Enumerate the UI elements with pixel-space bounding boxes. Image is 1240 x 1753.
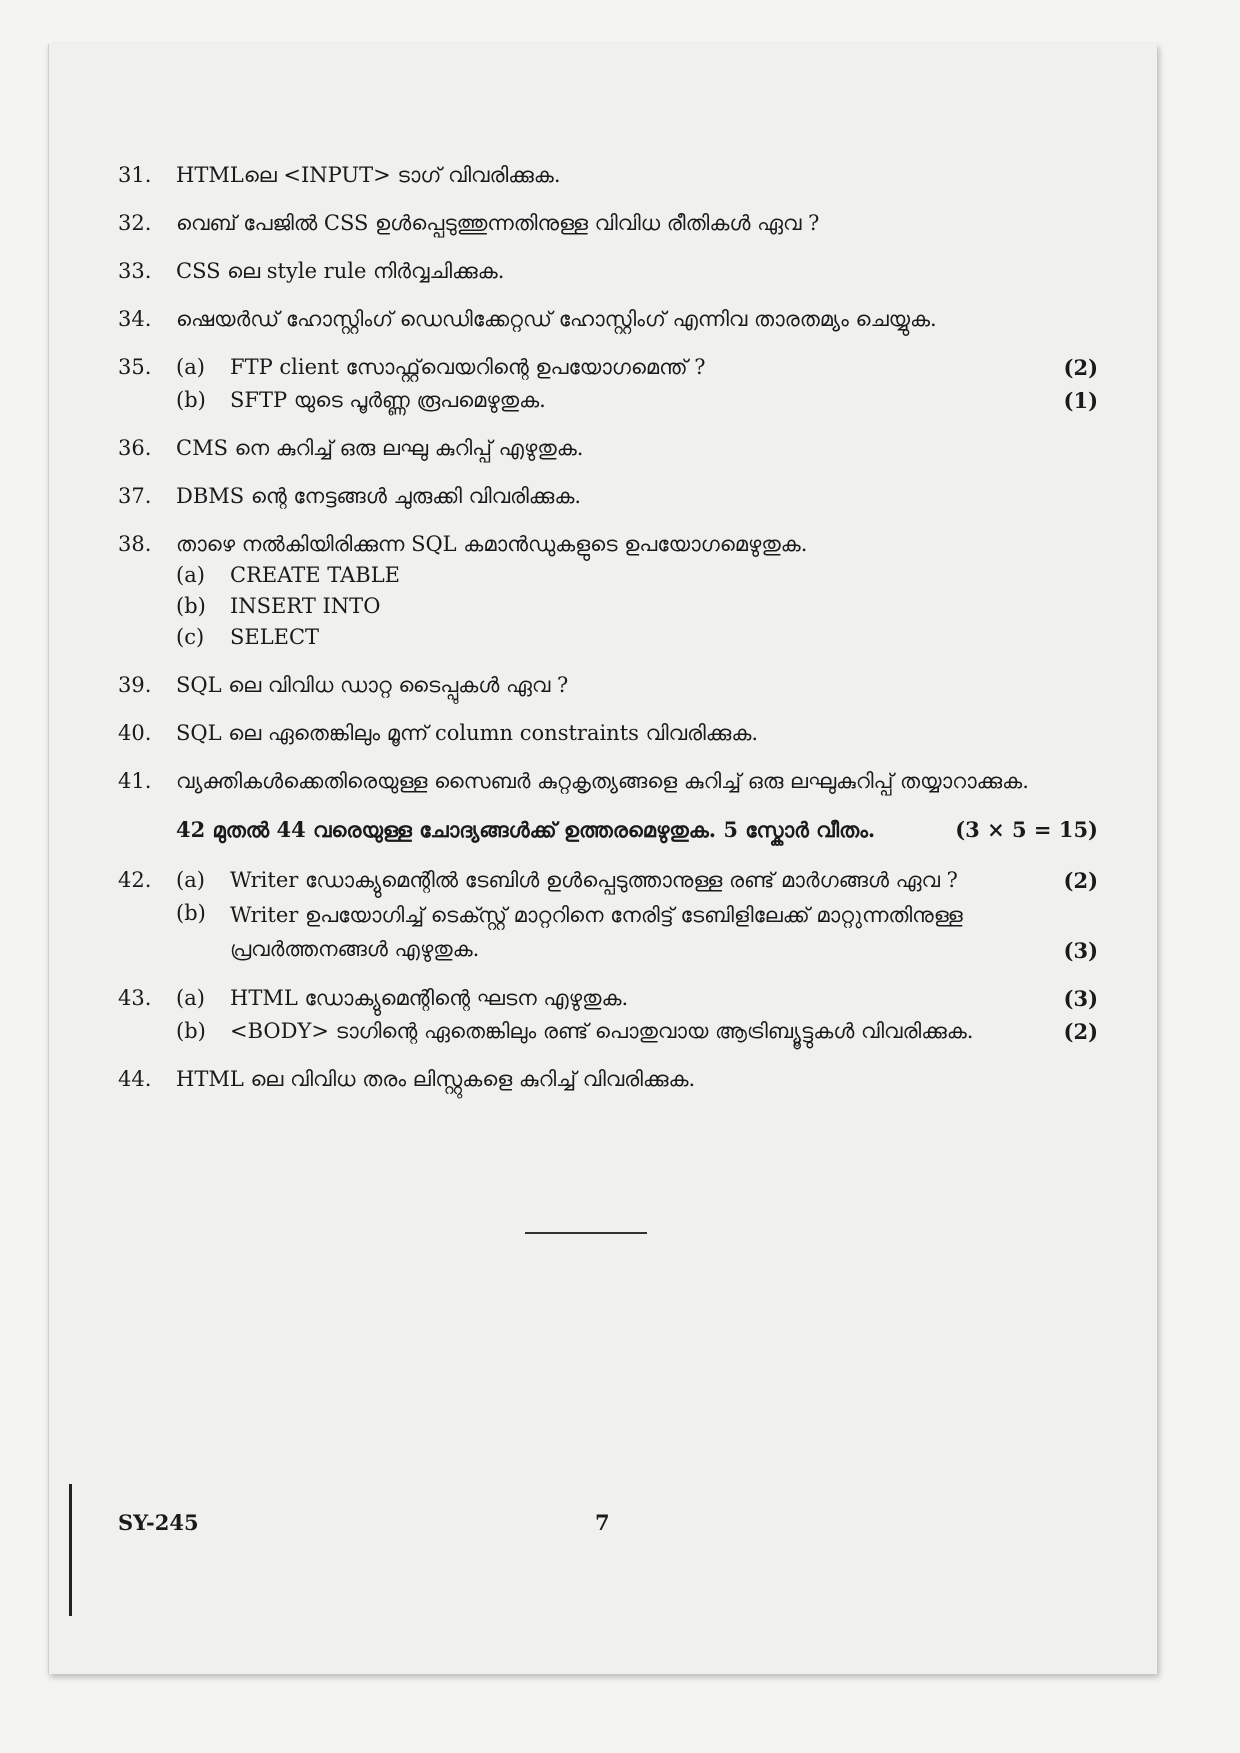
question-44 bbox=[118, 1064, 1098, 1095]
question-list bbox=[118, 160, 1098, 1112]
question-35 bbox=[118, 352, 1098, 416]
sub-question-b bbox=[118, 385, 1098, 416]
question-38 bbox=[118, 529, 1098, 653]
question-text: SQL ലെ വിവിധ ഡാറ്റ ടൈപ്പുകൾ ഏവ ? bbox=[176, 673, 569, 697]
question-number: 34. bbox=[118, 307, 152, 331]
question-34 bbox=[118, 304, 1098, 335]
score-mark: (2) bbox=[1063, 355, 1098, 380]
question-text: വ്യക്തികൾക്കെതിരെയുള്ള സൈബർ കുറ്റകൃത്യങ്ങളെ കുറിച്ച് ഒരു ലഘുകുറിപ്പ് തയ്യാറാക്കുക. bbox=[176, 769, 1029, 793]
sub-text: FTP client സോഫ്റ്റ്‌വെയറിന്റെ ഉപയോഗമെന്ത് ? bbox=[230, 355, 706, 379]
question-text: താഴെ നൽകിയിരിക്കുന്ന SQL കമാൻഡുകളുടെ ഉപയോഗമെഴുതുക. bbox=[176, 532, 808, 556]
sub-label: (c) bbox=[176, 625, 205, 649]
sub-text: INSERT INTO bbox=[230, 594, 381, 618]
score-mark: (3) bbox=[1063, 986, 1098, 1011]
question-text: SQL ലെ ഏതെങ്കിലും മൂന്ന് column constraints വിവരിക്കുക. bbox=[176, 721, 759, 745]
score-mark: (2) bbox=[1063, 868, 1098, 893]
question-31 bbox=[118, 160, 1098, 191]
question-number: 38. bbox=[118, 532, 152, 556]
sub-label: (a) bbox=[176, 986, 205, 1010]
sub-label: (b) bbox=[176, 1019, 206, 1043]
question-number: 40. bbox=[118, 721, 152, 745]
question-number: 44. bbox=[118, 1067, 152, 1091]
score-mark: (3) bbox=[1063, 938, 1098, 963]
question-number: 35. bbox=[118, 355, 152, 379]
sub-text: Writer ഡോക്യുമെന്റിൽ ടേബിൾ ഉൾപ്പെടുത്താനുള്ള രണ്ട് മാർഗങ്ങൾ ഏവ ? bbox=[230, 868, 958, 892]
question-text: HTMLലെ <INPUT> ടാഗ് വിവരിക്കുക. bbox=[176, 163, 561, 187]
sub-text: SELECT bbox=[230, 625, 320, 649]
paper-code: SY-245 bbox=[118, 1510, 199, 1535]
question-number: 39. bbox=[118, 673, 152, 697]
question-33 bbox=[118, 256, 1098, 287]
question-text: CMS നെ കുറിച്ച് ഒരു ലഘു കുറിപ്പ് എഴുതുക. bbox=[176, 436, 584, 460]
sub-text: SFTP യുടെ പൂർണ്ണ രൂപമെഴുതുക. bbox=[230, 388, 546, 412]
sub-label: (b) bbox=[176, 901, 206, 925]
question-37 bbox=[118, 481, 1098, 512]
sub-question-a bbox=[118, 865, 1098, 896]
sub-text: <BODY> ടാഗിന്റെ ഏതെങ്കിലും രണ്ട് പൊതുവായ ആട്രിബ്യൂട്ടുകൾ വിവരിക്കുക. bbox=[230, 1019, 974, 1043]
sub-label: (a) bbox=[176, 355, 205, 379]
sub-question-a bbox=[118, 352, 1098, 383]
question-number: 42. bbox=[118, 868, 152, 892]
question-number: 31. bbox=[118, 163, 152, 187]
question-40 bbox=[118, 718, 1098, 749]
sub-label: (b) bbox=[176, 388, 206, 412]
sub-question-a bbox=[118, 983, 1098, 1014]
sub-text: Writer ഉപയോഗിച്ച് ടെക്സ്റ്റ് മാറ്ററിനെ നേരിട്ട് ടേബിളിലേക്ക് മാറ്റുന്നതിനുള്ള പ്രവർത്തനങ്ങൾ എഴുതുക. bbox=[230, 903, 963, 961]
question-text: HTML ലെ വിവിധ തരം ലിസ്റ്റുകളെ കുറിച്ച് വിവരിക്കുക. bbox=[176, 1067, 696, 1091]
question-text: ഷെയർഡ് ഹോസ്റ്റിംഗ് ഡെഡിക്കേറ്റഡ് ഹോസ്റ്റിംഗ് എന്നിവ താരതമ്യം ചെയ്യുക. bbox=[176, 307, 937, 331]
question-32 bbox=[118, 208, 1098, 239]
question-number: 43. bbox=[118, 986, 152, 1010]
section-instruction bbox=[176, 814, 1098, 845]
score-mark: (1) bbox=[1063, 388, 1098, 413]
sql-item-b bbox=[118, 591, 1098, 622]
question-number: 33. bbox=[118, 259, 152, 283]
sub-text: HTML ഡോക്യുമെന്റിന്റെ ഘടന എഴുതുക. bbox=[230, 986, 629, 1010]
page-number: 7 bbox=[595, 1510, 610, 1535]
sub-text: CREATE TABLE bbox=[230, 563, 400, 587]
question-42 bbox=[118, 865, 1098, 966]
question-41 bbox=[118, 766, 1098, 797]
end-rule bbox=[525, 1232, 647, 1234]
question-36 bbox=[118, 433, 1098, 464]
sub-question-b bbox=[118, 898, 1098, 966]
question-39 bbox=[118, 670, 1098, 701]
sql-item-c bbox=[118, 622, 1098, 653]
question-number: 32. bbox=[118, 211, 152, 235]
section-text: 42 മുതൽ 44 വരെയുള്ള ചോദ്യങ്ങൾക്ക് ഉത്തരമെഴുതുക. 5 സ്കോർ വീതം. bbox=[176, 817, 876, 842]
question-number: 37. bbox=[118, 484, 152, 508]
section-score: (3 × 5 = 15) bbox=[955, 817, 1098, 842]
question-43 bbox=[118, 983, 1098, 1047]
sub-question-b bbox=[118, 1016, 1098, 1047]
question-number: 36. bbox=[118, 436, 152, 460]
question-text: CSS ലെ style rule നിർവ്വചിക്കുക. bbox=[176, 259, 505, 283]
binding-mark bbox=[69, 1484, 72, 1616]
sub-label: (a) bbox=[176, 868, 205, 892]
question-text: DBMS ന്റെ നേട്ടങ്ങൾ ചുരുക്കി വിവരിക്കുക. bbox=[176, 484, 582, 508]
question-number: 41. bbox=[118, 769, 152, 793]
question-text: വെബ് പേജിൽ CSS ഉൾപ്പെടുത്തുന്നതിനുള്ള വിവിധ രീതികൾ ഏവ ? bbox=[176, 211, 820, 235]
sub-label: (a) bbox=[176, 563, 205, 587]
score-mark: (2) bbox=[1063, 1019, 1098, 1044]
sql-item-a bbox=[118, 560, 1098, 591]
sub-label: (b) bbox=[176, 594, 206, 618]
